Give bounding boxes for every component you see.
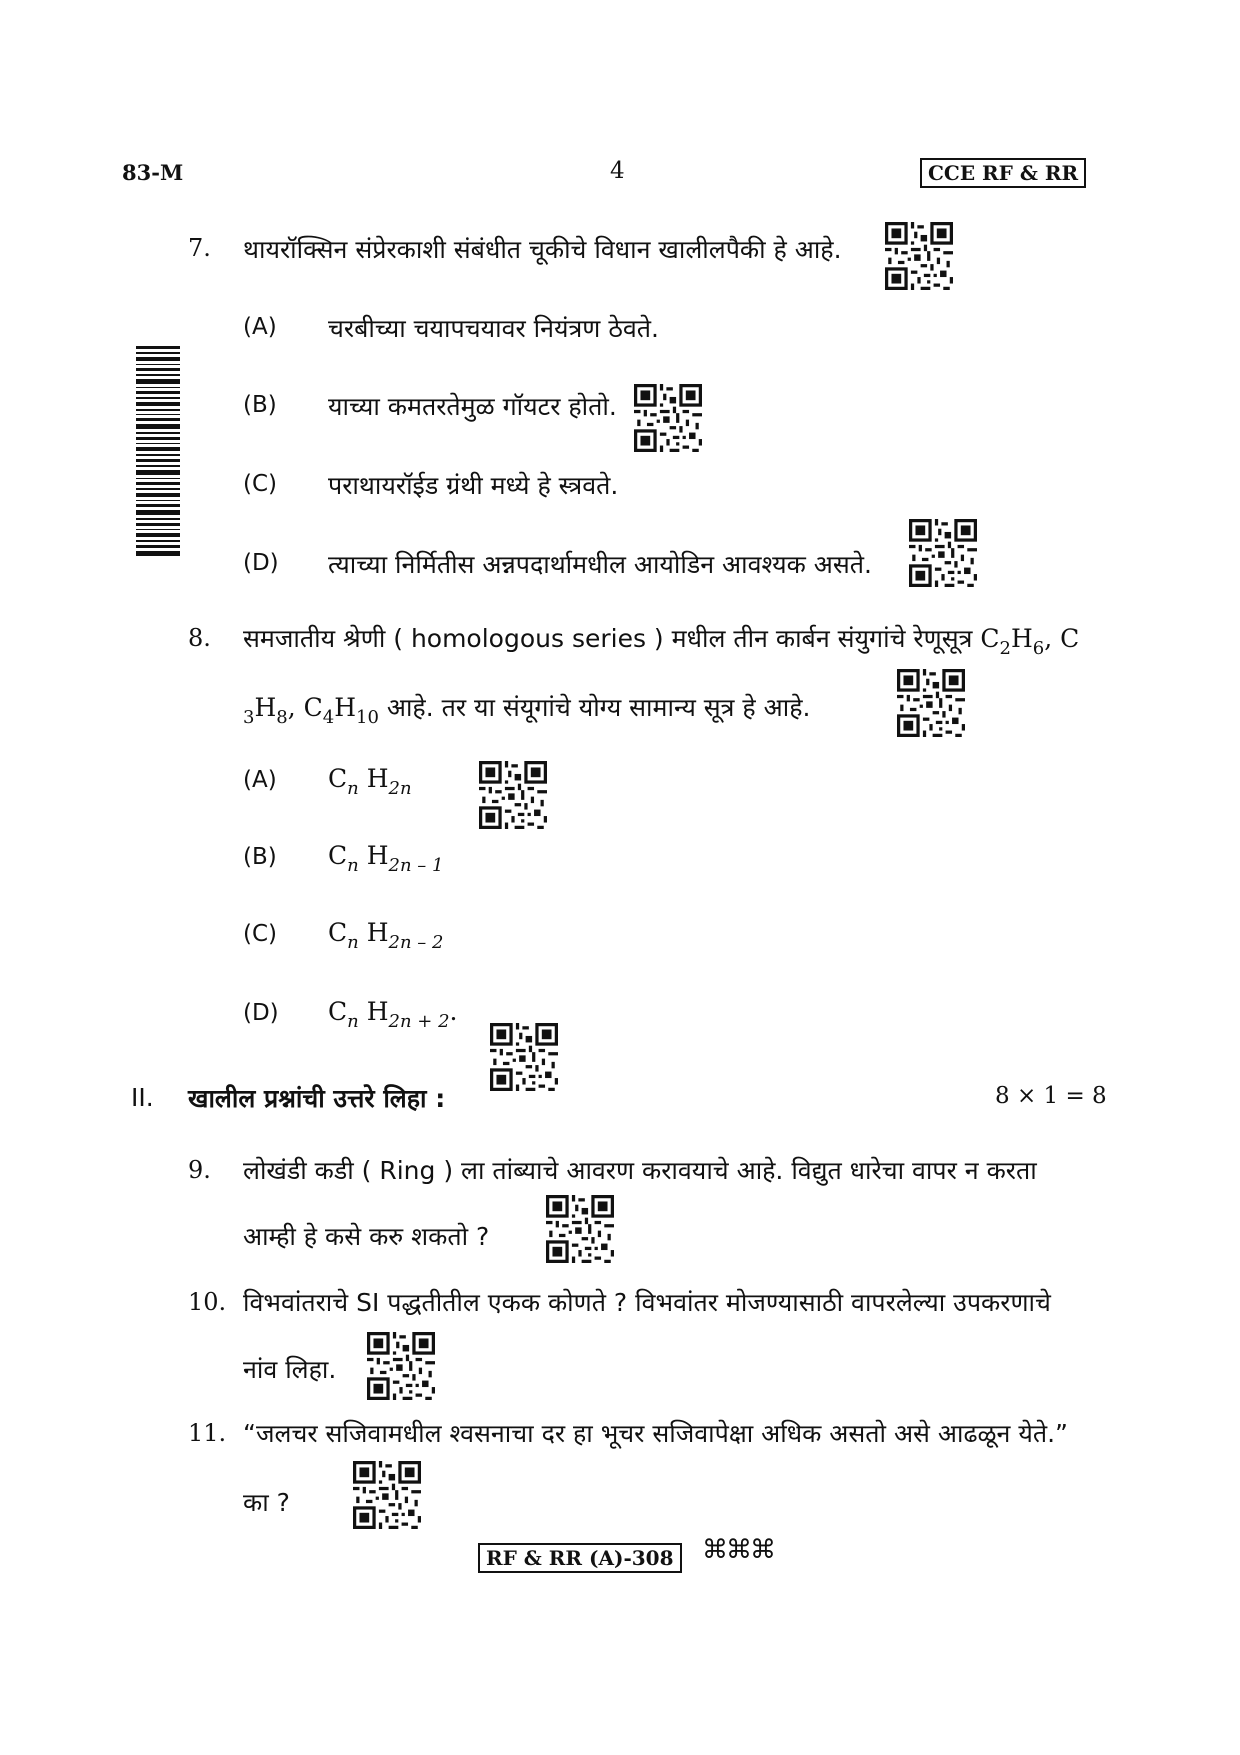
question-number: 10.: [188, 1288, 227, 1316]
qr-code: [490, 1023, 558, 1091]
qr-code: [885, 222, 953, 290]
question-text: नांव लिहा.: [243, 1355, 337, 1384]
question-text: थायरॉक्सिन संप्रेरकाशी संबंधीत चूकीचे विधान खालीलपैकी हे आहे.: [243, 235, 842, 264]
qr-code: [909, 519, 977, 587]
footer-code-box: RF & RR (A)-308: [478, 1543, 682, 1573]
option-label: (C): [243, 471, 278, 497]
qr-code: [546, 1195, 614, 1263]
side-barcode: [136, 346, 180, 556]
page-number: 4: [610, 158, 625, 184]
question-text: [243, 621, 1079, 659]
qr-code: [634, 384, 702, 452]
formula-c3h8-c4h10: $_3H_8$, $C_4H_{10}$: [243, 693, 379, 728]
option-text: याच्या कमतरतेमुळ गॉयटर होतो.: [328, 392, 617, 421]
option-label: (D): [243, 550, 279, 576]
question-number: 9.: [188, 1156, 211, 1184]
formula-c2h6: $C_2H_6$, C: [980, 624, 1080, 659]
option-label: (A): [243, 314, 277, 340]
question-number: 7.: [188, 234, 211, 262]
option-label: (D): [243, 1000, 279, 1026]
option-formula: $C_n$ $H_{2n}$: [328, 764, 412, 799]
question-number: 11.: [188, 1419, 227, 1447]
question-text: लोखंडी कडी ( Ring ) ला तांब्याचे आवरण करावयाचे आहे. विद्युत धारेचा वापर न करता: [243, 1156, 1037, 1185]
option-label: (B): [243, 392, 277, 418]
option-formula: $C_n$ $H_{2n - 1}$: [328, 841, 444, 876]
option-text: पराथायरॉईड ग्रंथी मध्ये हे स्त्रवते.: [328, 471, 619, 500]
qr-code: [353, 1461, 421, 1529]
option-formula: $C_n$ $H_{2n - 2}$: [328, 918, 444, 953]
option-text: चरबीच्या चयापचयावर नियंत्रण ठेवते.: [328, 314, 659, 343]
question-text-line2-wrap: [243, 690, 810, 728]
question-text-line1: समजातीय श्रेणी ( homologous series ) मधील तीन कार्बन संयुगांचे रेणूसूत्र: [243, 624, 981, 653]
option-formula: $C_n$ $H_{2n + 2}$.: [328, 997, 458, 1032]
option-label: (C): [243, 921, 278, 947]
qr-code: [897, 669, 965, 737]
qr-code: [367, 1332, 435, 1400]
question-text: का ?: [243, 1488, 290, 1517]
series-box: CCE RF & RR: [920, 158, 1086, 188]
option-text: त्याच्या निर्मितीस अन्नपदार्थामधील आयोडिन आवश्यक असते.: [328, 550, 872, 579]
option-label: (A): [243, 767, 277, 793]
qr-code: [479, 761, 547, 829]
section-marks: 8 × 1 = 8: [995, 1083, 1107, 1109]
option-label: (B): [243, 844, 277, 870]
question-text: आम्ही हे कसे करु शकतो ?: [243, 1222, 490, 1251]
paper-code: 83-M: [122, 160, 184, 185]
footer-ornament: ⌘⌘⌘: [702, 1535, 774, 1565]
section-number: II.: [131, 1083, 154, 1112]
question-number: 8.: [188, 624, 211, 652]
section-title: खालील प्रश्नांची उत्तरे लिहा :: [188, 1084, 446, 1113]
question-text: विभवांतराचे SI पद्धतीतील एकक कोणते ? विभवांतर मोजण्यासाठी वापरलेल्या उपकरणाचे: [243, 1288, 1051, 1317]
question-text: “जलचर सजिवामधील श्वसनाचा दर हा भूचर सजिवापेक्षा अधिक असतो असे आढळून येते.”: [243, 1419, 1068, 1448]
question-text-line2: आहे. तर या संयूगांचे योग्य सामान्य सूत्र हे आहे.: [378, 693, 811, 722]
